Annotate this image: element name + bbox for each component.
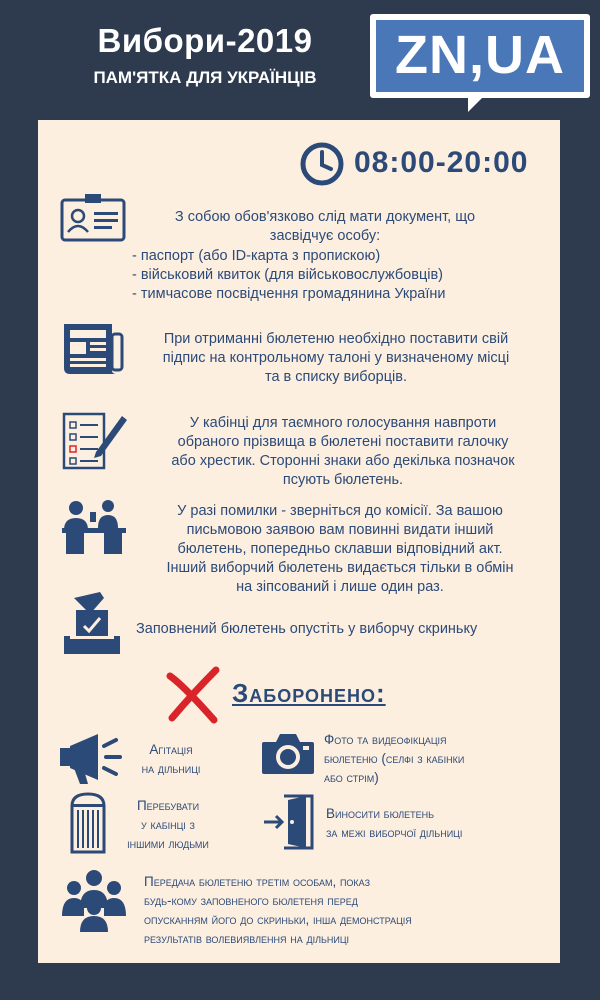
group-people-icon bbox=[58, 868, 130, 934]
photo-line: або стрім) bbox=[324, 770, 379, 785]
mistake-line: Інший виборчий бюлетень видається тільки в обмін bbox=[166, 560, 514, 576]
together-line: Перебувати bbox=[136, 798, 200, 813]
document-item: - військовий квиток (для військовослужбовців) bbox=[132, 267, 443, 283]
transfer-line: Передача бюлетеню третім особам, показ bbox=[144, 874, 371, 889]
together-line: іншими людьми bbox=[127, 836, 209, 851]
camera-icon bbox=[260, 730, 316, 776]
ballot-box-icon bbox=[60, 592, 124, 656]
mistake-line: письмовою заявою вам повинні видати інший bbox=[186, 522, 494, 538]
booth-line: обраного прізвища в бюлетені поставити галочку bbox=[177, 434, 509, 450]
ballot-box-text: Заповнений бюлетень опустіть у виборчу скриньку bbox=[136, 621, 478, 637]
transfer-line: будь-кому заповненого бюлетеня перед bbox=[144, 893, 358, 908]
logo-tail bbox=[468, 98, 496, 112]
transfer-line: результатів волевиявлення на дільниці bbox=[144, 931, 350, 946]
forbidden-cross-icon bbox=[164, 666, 222, 724]
take-out-line: за межі виборчої дільниці bbox=[326, 825, 463, 840]
newspaper-icon bbox=[60, 320, 126, 376]
booth-line: псують бюлетень. bbox=[282, 472, 404, 488]
signature-line: При отриманні бюлетеню необхідно поставити свій bbox=[163, 331, 509, 347]
id-card-icon bbox=[60, 192, 126, 242]
signature-line: підпис на контрольному талоні у визначеному місці bbox=[162, 350, 510, 366]
megaphone-icon bbox=[58, 730, 122, 786]
document-intro-line1: З собою обов'язково слід мати документ, що bbox=[174, 209, 476, 225]
agitation-line: на дільниці bbox=[141, 761, 201, 776]
photo-line: Фото та видеофікцація bbox=[324, 732, 447, 747]
mistake-line: бюлетень, попередньо склавши відповідний акт. bbox=[177, 541, 503, 557]
voting-booth-icon bbox=[68, 792, 108, 854]
commission-desk-icon bbox=[60, 498, 130, 556]
page-subtitle: ПАМ'ЯТКА ДЛЯ УКРАЇНЦІВ bbox=[93, 68, 317, 87]
photo-line: бюлетеню (селфі з кабінки bbox=[324, 751, 465, 766]
transfer-line: опусканням його до скриньки, інша демонстрація bbox=[144, 912, 412, 927]
document-intro-line2: засвідчує особу: bbox=[269, 228, 381, 244]
checklist-pen-icon bbox=[60, 408, 130, 472]
memo-panel bbox=[38, 120, 560, 963]
booth-line: У кабінці для таємного голосування навпроти bbox=[189, 415, 497, 431]
voting-hours: 08:00-20:00 bbox=[354, 146, 529, 179]
mistake-line: на зіпсований і лише один раз. bbox=[236, 579, 444, 595]
take-out-line: Виносити бюлетень bbox=[326, 806, 435, 821]
forbidden-title: Заборонено: bbox=[232, 678, 386, 708]
exit-door-icon bbox=[262, 794, 316, 852]
agitation-line: Агітація bbox=[149, 742, 193, 757]
signature-line: та в списку виборців. bbox=[264, 369, 408, 385]
mistake-line: У разі помилки - зверніться до комісії. За вашою bbox=[177, 503, 503, 519]
together-line: у кабінці з bbox=[141, 817, 195, 832]
document-item: - паспорт (або ID-карта з пропискою) bbox=[132, 248, 381, 264]
page-title: Вибори-2019 bbox=[97, 22, 313, 59]
zn-ua-logo[interactable] bbox=[370, 14, 590, 98]
booth-line: або хрестик. Сторонні знаки або декілька позначок bbox=[171, 453, 515, 469]
clock-icon bbox=[300, 142, 344, 186]
logo-text: ZN,UA bbox=[376, 20, 584, 92]
document-item: - тимчасове посвідчення громадянина України bbox=[132, 286, 446, 302]
